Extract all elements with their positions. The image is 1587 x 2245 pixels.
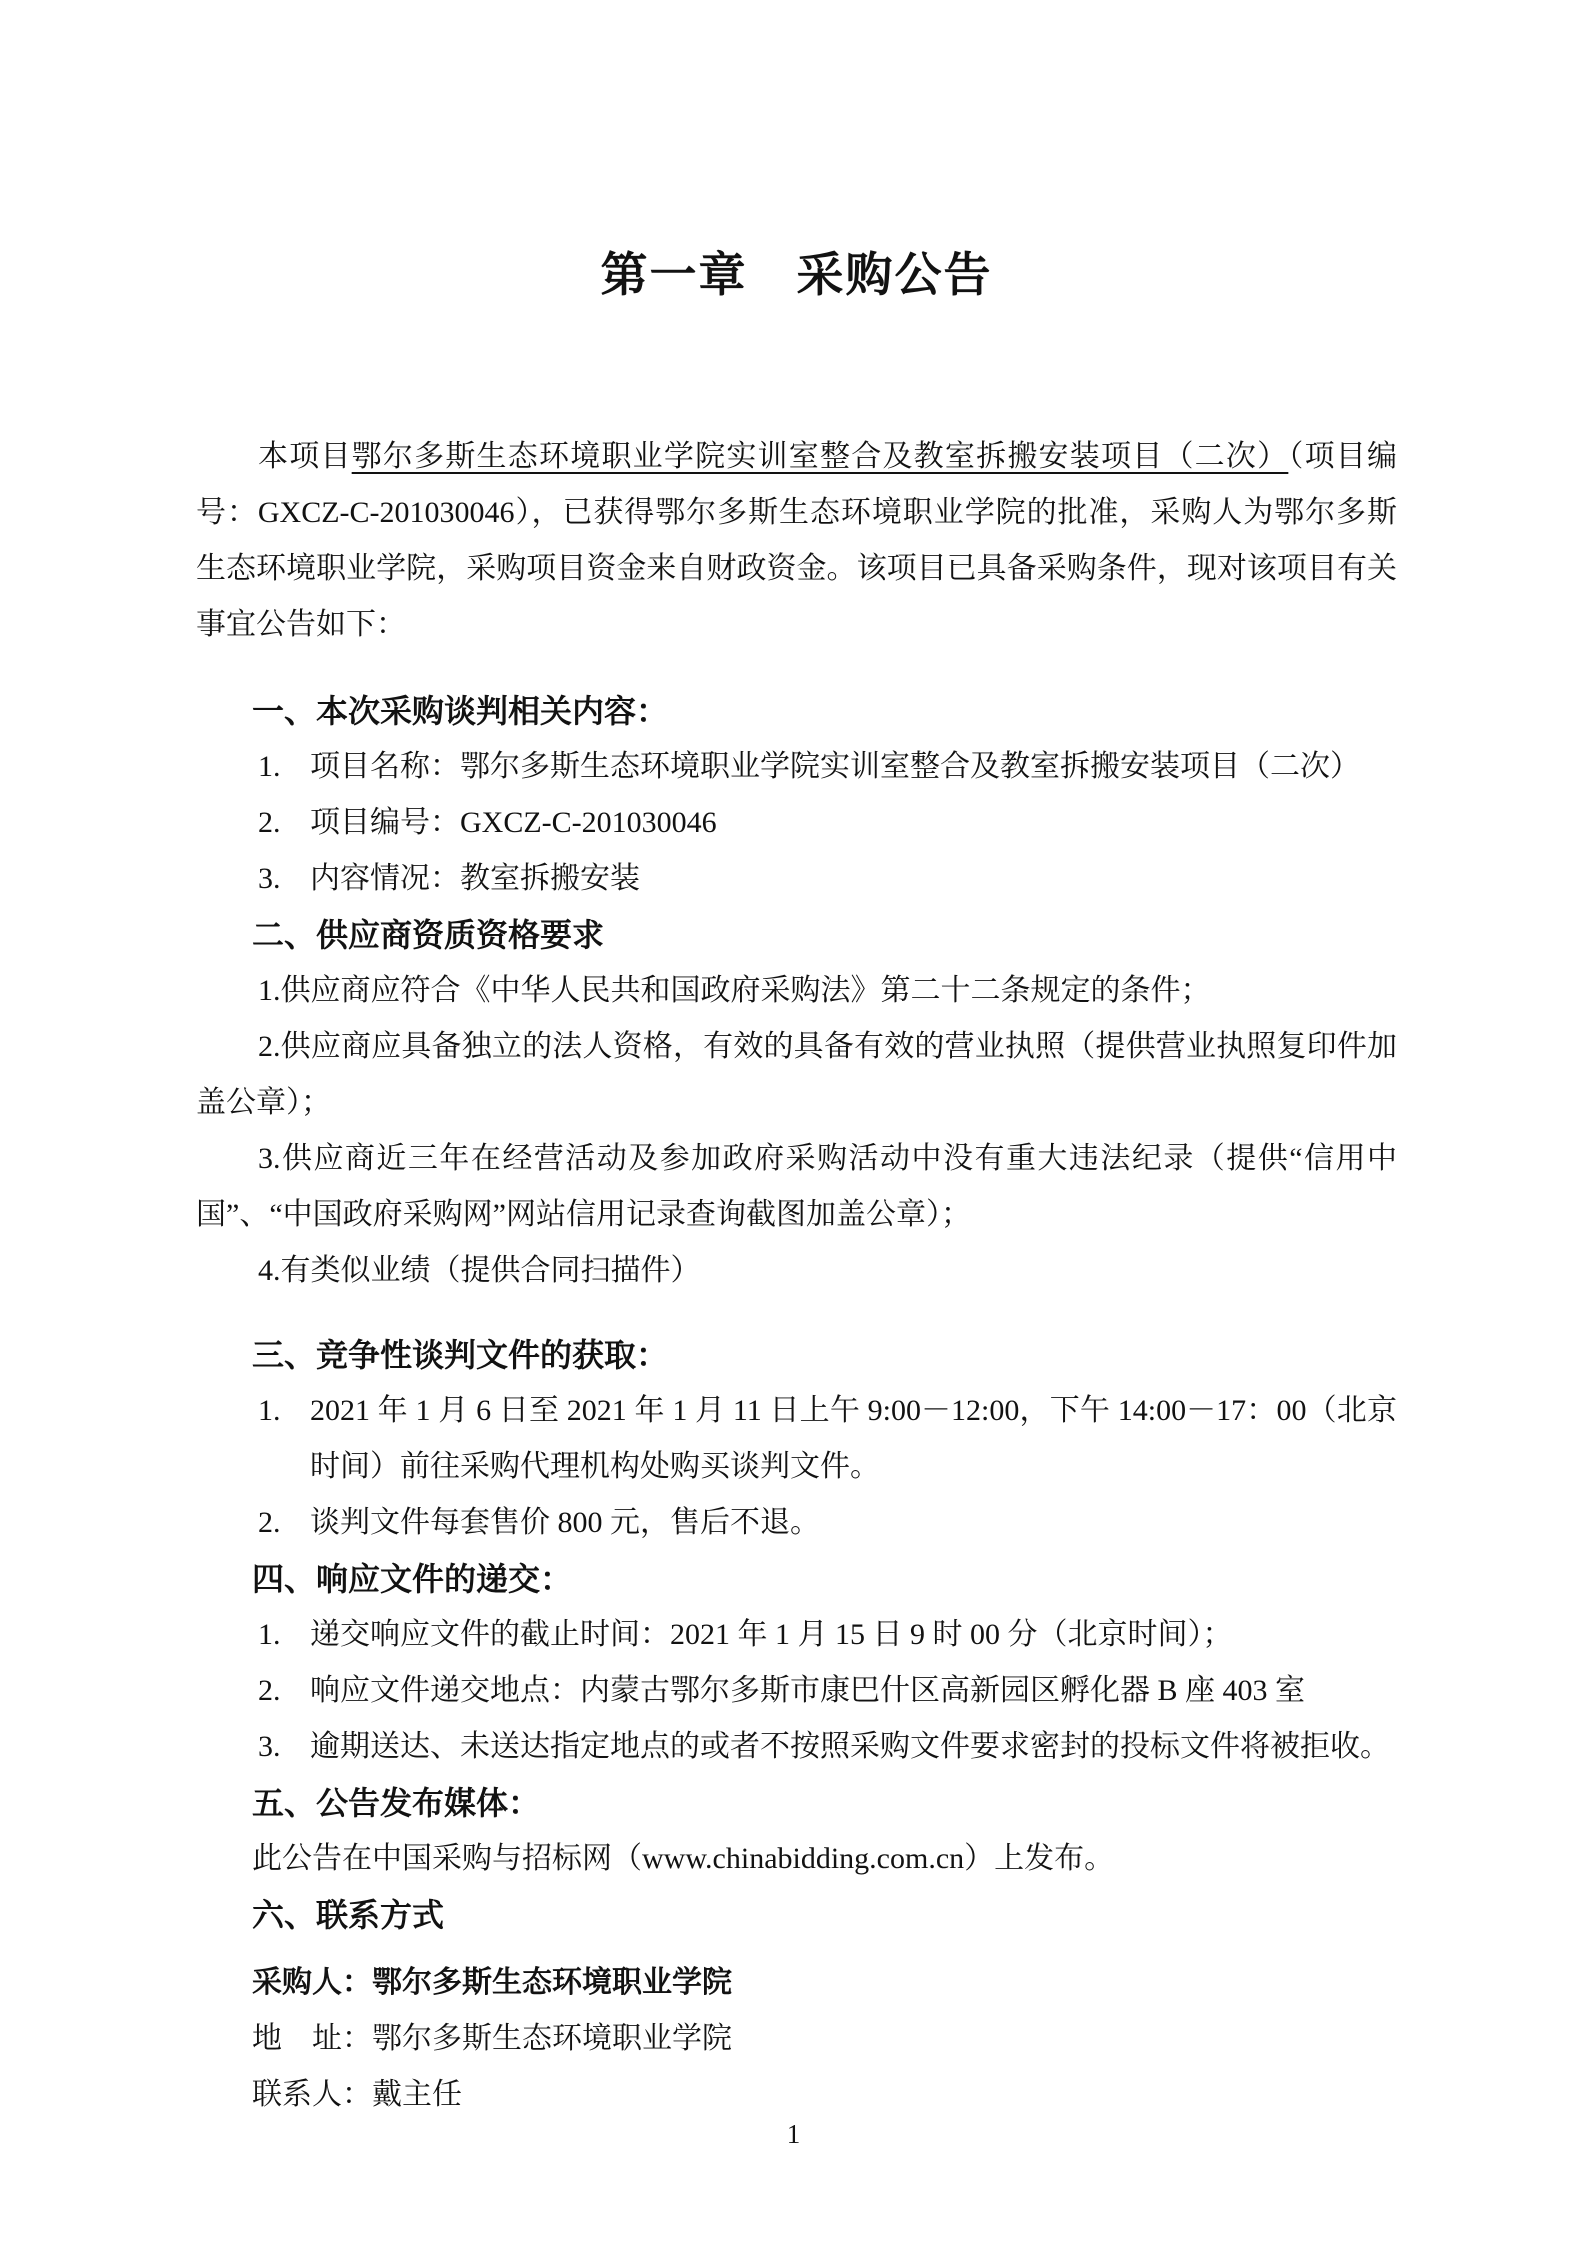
paragraph: 此公告在中国采购与招标网（www.chinabidding.com.cn）上发布。: [252, 1842, 1115, 1875]
list-item-text: 谈判文件每套售价 800 元，售后不退。: [310, 1506, 820, 1539]
section-heading: 四、响应文件的递交：: [252, 1561, 573, 1597]
section-heading: 五、公告发布媒体：: [252, 1785, 541, 1821]
list-number: 1.: [258, 750, 281, 783]
list-item-text: 项目名称：鄂尔多斯生态环境职业学院实训室整合及教室拆搬安装项目（二次）: [310, 750, 1360, 783]
section-heading: 二、供应商资质资格要求: [252, 917, 605, 953]
intro-suffix: （项目编号：GXCZ-C-201030046），已获得鄂尔多斯生态环境职业学院的批准，采购人为鄂尔多斯生态环境职业学院，采购项目资金来自财政资金。该项目已具备采购条件，现对该项目有关事宜公告如下：: [196, 440, 1398, 641]
list-number: 1.: [258, 1394, 281, 1427]
document-body: [196, 683, 1397, 2123]
list-number: 1.: [258, 1618, 281, 1651]
list-item-text: 内容情况：教室拆搬安装: [310, 862, 640, 895]
numbered-item: [196, 1495, 1397, 1551]
numbered-item: [196, 795, 1397, 851]
list-item-text: 2021 年 1 月 6 日至 2021 年 1 月 11 日上午 9:00－12:00，下午 14:00－17：00（北京时间）前往采购代理机构处购买谈判文件。: [310, 1394, 1397, 1483]
section-heading: 一、本次采购谈判相关内容：: [252, 693, 669, 729]
section-heading: 六、联系方式: [252, 1897, 445, 1933]
list-number: 2.: [258, 1674, 281, 1707]
list-item: 1.供应商应符合《中华人民共和国政府采购法》第二十二条规定的条件；: [258, 974, 1211, 1007]
numbered-item: [196, 1663, 1397, 1719]
numbered-item: [196, 851, 1397, 907]
numbered-item: [196, 1607, 1397, 1663]
list-item: 4.有类似业绩（提供合同扫描件）: [258, 1254, 701, 1287]
list-number: 2.: [258, 1506, 281, 1539]
section-heading: 三、竞争性谈判文件的获取：: [252, 1337, 669, 1373]
page-number: 1: [786, 2119, 801, 2149]
list-item-text: 响应文件递交地点：内蒙古鄂尔多斯市康巴什区高新园区孵化器 B 座 403 室: [310, 1674, 1306, 1707]
list-item: 2.供应商应具备独立的法人资格，有效的具备有效的营业执照（提供营业执照复印件加盖公章）；: [196, 1030, 1397, 1119]
intro-paragraph: [196, 429, 1397, 653]
list-item: 3.供应商近三年在经营活动及参加政府采购活动中没有重大违法纪录（提供“信用中国”、“中国政府采购网”网站信用记录查询截图加盖公章）；: [196, 1142, 1397, 1231]
numbered-item: [196, 1719, 1397, 1775]
contact-line: 联系人：戴主任: [252, 2078, 462, 2111]
intro-prefix: 本项目: [258, 440, 352, 473]
list-item-text: 递交响应文件的截止时间：2021 年 1 月 15 日 9 时 00 分（北京时间）；: [310, 1618, 1233, 1651]
list-number: 3.: [258, 862, 281, 895]
contact-line: 采购人：鄂尔多斯生态环境职业学院: [252, 1966, 732, 1999]
project-name-underlined: 鄂尔多斯生态环境职业学院实训室整合及教室拆搬安装项目（二次）: [351, 440, 1289, 473]
list-item-text: 项目编号：GXCZ-C-201030046: [310, 806, 717, 839]
contact-line: 地 址：鄂尔多斯生态环境职业学院: [252, 2022, 732, 2055]
chapter-title: 第一章 采购公告: [600, 250, 993, 302]
list-number: 2.: [258, 806, 281, 839]
numbered-item: [196, 1383, 1397, 1495]
list-number: 3.: [258, 1730, 281, 1763]
numbered-item: [196, 739, 1397, 795]
list-item-text: 逾期送达、未送达指定地点的或者不按照采购文件要求密封的投标文件将被拒收。: [310, 1730, 1390, 1763]
